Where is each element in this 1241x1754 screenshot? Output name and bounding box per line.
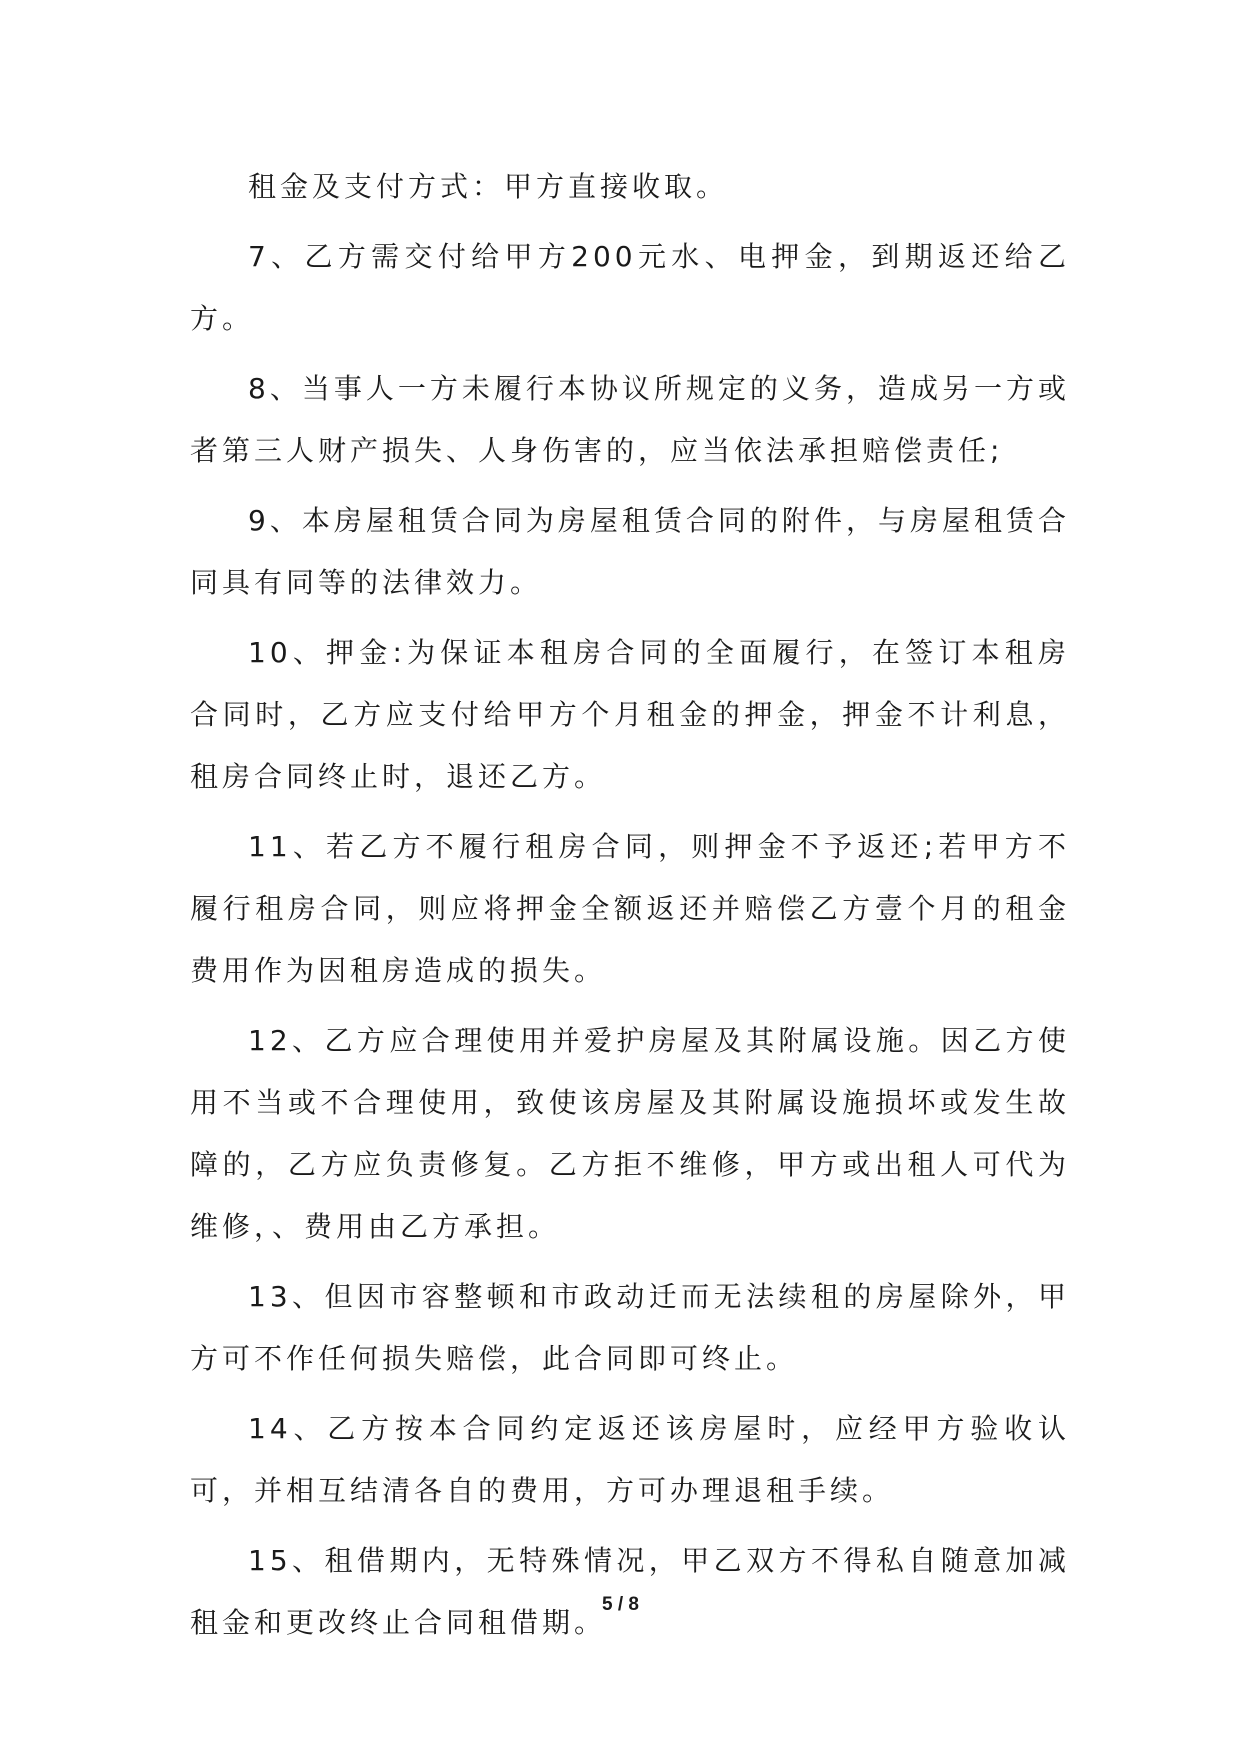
paragraph-clause-14: 14、乙方按本合同约定返还该房屋时，应经甲方验收认可，并相互结清各自的费用，方可办理退租手续。 bbox=[190, 1412, 1070, 1507]
paragraph-clause-7: 7、乙方需交付给甲方200元水、电押金，到期返还给乙方。 bbox=[190, 240, 1070, 335]
page-number: 5 / 8 bbox=[602, 1594, 639, 1615]
paragraph-clause-15: 15、租借期内，无特殊情况，甲乙双方不得私自随意加减租金和更改终止合同租借期。 bbox=[190, 1544, 1070, 1639]
paragraph-clause-10: 10、押金:为保证本租房合同的全面履行，在签订本租房合同时，乙方应支付给甲方个月租金的押金，押金不计利息，租房合同终止时，退还乙方。 bbox=[190, 636, 1070, 793]
paragraph-payment-method: 租金及支付方式：甲方直接收取。 bbox=[248, 170, 729, 203]
paragraph-clause-11: 11、若乙方不履行租房合同，则押金不予返还;若甲方不履行租房合同，则应将押金全额返还并赔偿乙方壹个月的租金费用作为因租房造成的损失。 bbox=[190, 830, 1070, 987]
paragraph-clause-9: 9、本房屋租赁合同为房屋租赁合同的附件，与房屋租赁合同具有同等的法律效力。 bbox=[190, 504, 1070, 599]
document-body bbox=[190, 156, 1070, 1662]
paragraph-clause-12: 12、乙方应合理使用并爱护房屋及其附属设施。因乙方使用不当或不合理使用，致使该房屋及其附属设施损坏或发生故障的，乙方应负责修复。乙方拒不维修，甲方或出租人可代为维修，、费用由乙方承担。 bbox=[190, 1024, 1070, 1243]
paragraph-clause-8: 8、当事人一方未履行本协议所规定的义务，造成另一方或者第三人财产损失、人身伤害的，应当依法承担赔偿责任; bbox=[190, 372, 1070, 467]
paragraph-clause-13: 13、但因市容整顿和市政动迁而无法续租的房屋除外，甲方可不作任何损失赔偿，此合同即可终止。 bbox=[190, 1280, 1070, 1375]
